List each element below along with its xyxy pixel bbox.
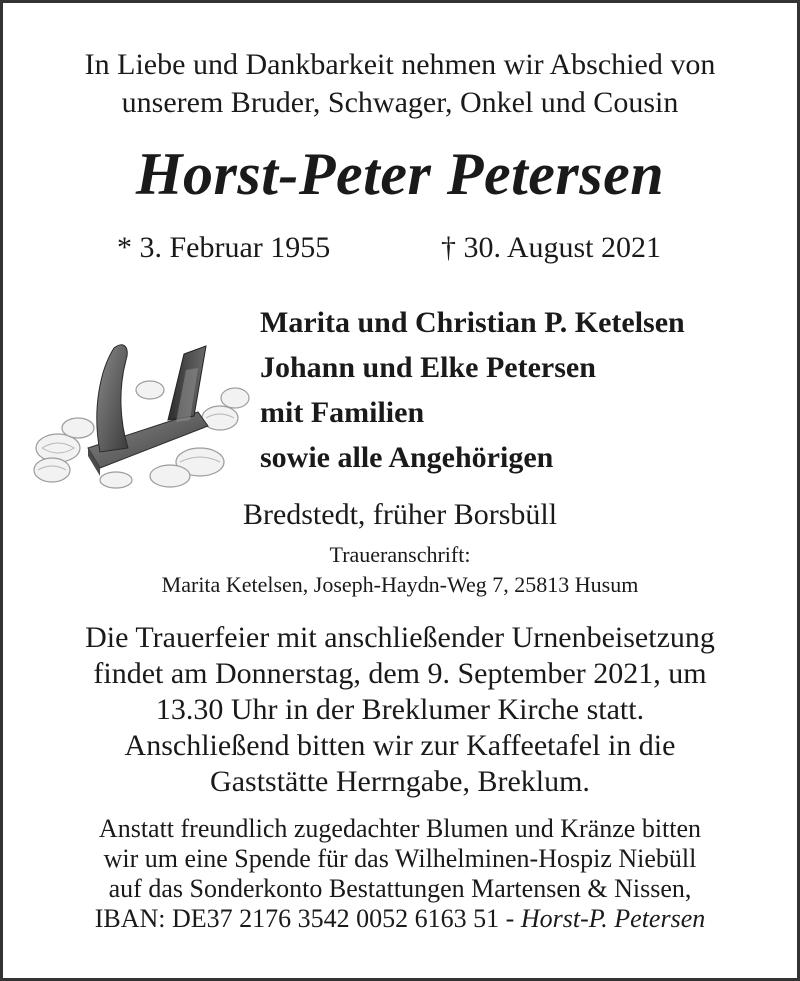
place-line: Bredstedt, früher Borsbüll: [242, 498, 558, 531]
donation-info: [0, 814, 800, 934]
donation-reference: Horst-P. Petersen: [520, 904, 706, 933]
mourner-line: Johann und Elke Petersen: [260, 351, 596, 384]
death-date: † 30. August 2021: [441, 231, 662, 264]
ceremony-line: Gaststätte Herrngabe, Breklum.: [210, 765, 590, 798]
address-value: Marita Ketelsen, Joseph-Haydn-Weg 7, 25813 Husum: [161, 572, 639, 597]
donation-line: Anstatt freundlich zugedachter Blumen und Kränze bitten: [98, 814, 702, 843]
intro-line-1: In Liebe und Dankbarkeit nehmen wir Abschied von: [84, 48, 716, 81]
iban-text: IBAN: DE37 2176 3542 0052 6163 51 -: [94, 904, 515, 933]
intro-text: [0, 46, 800, 122]
mourner-line: sowie alle Angehörigen: [260, 441, 554, 474]
ceremony-info: [0, 620, 800, 800]
ceremony-line: Anschließend bitten wir zur Kaffeetafel in die: [124, 729, 676, 762]
wood-plane-icon: [30, 330, 262, 492]
birth-date: * 3. Februar 1955: [117, 231, 331, 264]
deceased-name: Horst-Peter Petersen: [135, 141, 665, 207]
address-label: Traueranschrift:: [329, 542, 471, 567]
intro-line-2: unserem Bruder, Schwager, Onkel und Cousin: [121, 86, 679, 119]
ceremony-line: 13.30 Uhr in der Breklumer Kirche statt.: [155, 693, 645, 726]
ceremony-line: findet am Donnerstag, dem 9. September 2021, um: [93, 657, 707, 690]
donation-line: auf das Sonderkonto Bestattungen Martensen & Nissen,: [108, 874, 692, 903]
iban-line: [0, 904, 800, 934]
ceremony-line: Die Trauerfeier mit anschließender Urnenbeisetzung: [85, 621, 715, 654]
mourner-line: mit Familien: [260, 396, 425, 429]
mourner-line: Marita und Christian P. Ketelsen: [260, 306, 685, 339]
mourning-address: [0, 540, 800, 600]
donation-line: wir um eine Spende für das Wilhelminen-Hospiz Niebüll: [103, 844, 697, 873]
mourners-list: [260, 300, 685, 480]
